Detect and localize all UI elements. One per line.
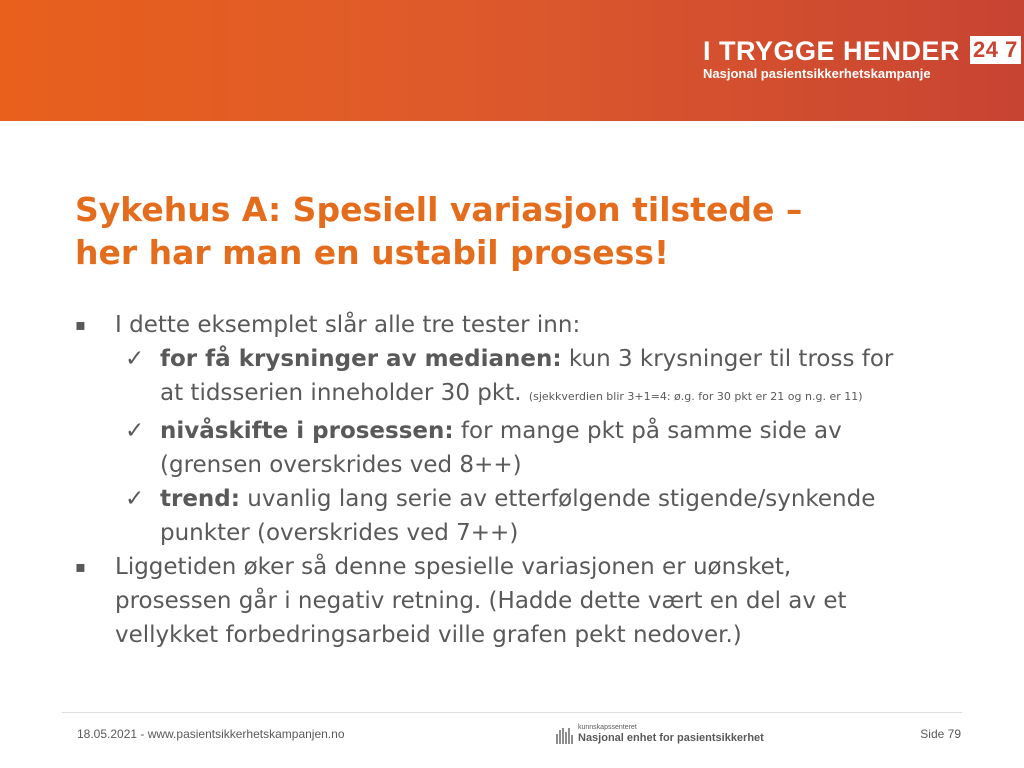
logo-number-badge: 24 7: [970, 36, 1021, 64]
barcode-icon: [556, 728, 574, 744]
bullet-text: I dette eksemplet slår alle tre tester inn:: [115, 312, 581, 338]
check-item-note: (sjekkverdien blir 3+1=4: ø.g. for 30 pkt er 21 og n.g. er 11): [528, 390, 863, 403]
footer-date-url: 18.05.2021 - www.pasientsikkerhetskampanjen.no: [77, 727, 345, 741]
check-item-text: uvanlig lang serie av etterfølgende stigende/synkende: [239, 486, 876, 512]
campaign-logo: [703, 36, 1021, 82]
slide-title-line-2: her har man en ustabil prosess!: [75, 233, 669, 272]
footer-divider: [62, 712, 962, 713]
logo-main-text: I TRYGGE HENDER: [703, 36, 961, 66]
check-item-label: for få krysninger av medianen:: [160, 346, 562, 372]
check-item-level-shift: [75, 414, 975, 482]
check-item-text-line-2: (grensen overskrides ved 8++): [160, 452, 522, 478]
bullet-text-line-1: Liggetiden øker så denne spesielle variasjonen er uønsket,: [115, 554, 792, 580]
logo-subtitle: Nasjonal pasientsikkerhetskampanje: [703, 66, 931, 81]
check-item-label: trend:: [160, 486, 240, 512]
checkmark-icon: ✓: [125, 486, 145, 512]
bullet-item: [75, 308, 975, 342]
check-item-label: nivåskifte i prosessen:: [160, 418, 454, 444]
bullet-marker: ▪: [75, 315, 86, 334]
check-item-text: for mange pkt på samme side av: [453, 418, 842, 444]
bullet-marker: ▪: [75, 557, 86, 576]
slide-title-line-1: Sykehus A: Spesiell variasjon tilstede –: [75, 190, 803, 229]
check-item-text-line-2: punkter (overskrides ved 7++): [160, 520, 519, 546]
bullet-item: [75, 550, 975, 652]
slide-content: [75, 308, 975, 652]
slide-title: [75, 188, 975, 274]
page-number: Side 79: [920, 727, 961, 741]
check-item-crossings: [75, 342, 975, 414]
checkmark-icon: ✓: [125, 418, 145, 444]
check-item-text-line-2: at tidsserien inneholder 30 pkt.: [160, 380, 522, 406]
bullet-text-line-2: prosessen går i negativ retning. (Hadde dette vært en del av et: [115, 588, 847, 614]
check-item-text: kun 3 krysninger til tross for: [561, 346, 894, 372]
logo-org-name: kunnskapssenteret: [578, 724, 637, 731]
bullet-text-line-3: vellykket forbedringsarbeid ville grafen pekt nedover.): [115, 622, 742, 648]
logo-unit-name: Nasjonal enhet for pasientsikkerhet: [578, 732, 764, 744]
checkmark-icon: ✓: [125, 346, 145, 372]
header-banner: [0, 0, 1024, 121]
check-item-trend: [75, 482, 975, 550]
